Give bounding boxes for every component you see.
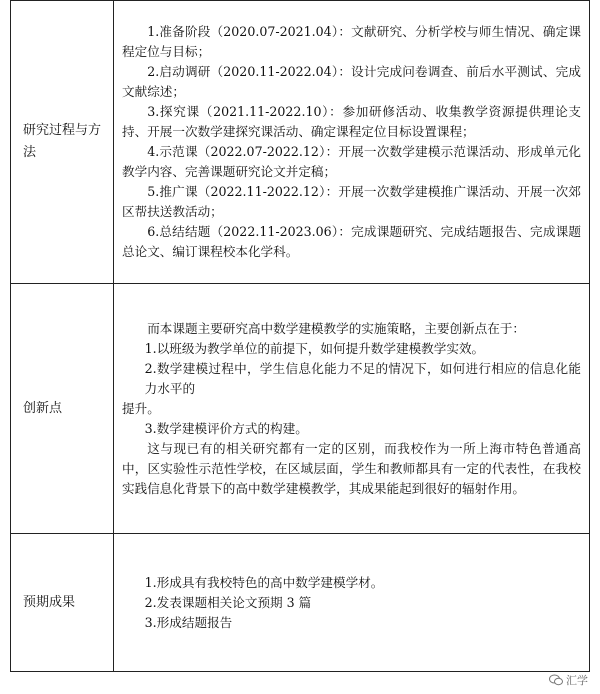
content-innovation bbox=[114, 284, 590, 534]
innovation-closing: 这与现已有的相关研究都有一定的区别，而我校作为一所上海市特色普通高中，区实验性示范性学校，在区域层面，学生和教师都具有一定的代表性，在我校实践信息化背景下的高中数学建模教学，其成果能起到很好的辐射作用。 bbox=[122, 440, 581, 496]
innovation-item-1: 1.以班级为教学单位的前提下，如何提升数学建模教学实效。 bbox=[144, 340, 485, 356]
process-step-6: 6.总结结题（2022.11-2023.06）：完成课题研究、完成结题报告、完成课题总论文、编订课程校本化学科。 bbox=[122, 224, 581, 259]
outcome-item-2: 2.发表课题相关论文预期 3 篇 bbox=[144, 594, 312, 610]
innovation-item-2: 2.数学建模过程中，学生信息化能力不足的情况下，如何进行相应的信息化能力水平的 bbox=[144, 360, 581, 396]
process-step-5: 5.推广课（2022.11-2022.12）：开展一次数学建模推广课活动、开展一次郊区帮扶送教活动； bbox=[122, 184, 581, 219]
innovation-item-3: 3.数学建模评价方式的构建。 bbox=[144, 420, 308, 436]
innovation-item-2-cont: 提升。 bbox=[122, 400, 160, 416]
label-innovation: 创新点 bbox=[11, 284, 114, 534]
table-row-process bbox=[11, 1, 590, 284]
process-step-4: 4.示范课（2022.07-2022.12）：开展一次数学建模示范课活动、形成单元化教学内容、完善课题研究论文并定稿； bbox=[122, 144, 581, 179]
table-row-outcomes bbox=[11, 534, 590, 672]
process-step-1: 1.准备阶段（2020.07-2021.04）：文献研究、分析学校与师生情况、确定课程定位与目标； bbox=[122, 24, 581, 59]
watermark-text: 汇学 bbox=[566, 674, 588, 687]
wechat-icon bbox=[549, 674, 563, 686]
content-outcomes bbox=[114, 534, 590, 672]
innovation-intro: 而本课题主要研究高中数学建模教学的实施策略，主要创新点在于： bbox=[147, 320, 525, 336]
outcome-item-1: 1.形成具有我校特色的高中数学建模学材。 bbox=[144, 574, 384, 590]
research-table bbox=[10, 0, 590, 672]
outcome-item-3: 3.形成结题报告 bbox=[144, 614, 233, 630]
table-row-innovation bbox=[11, 284, 590, 534]
label-process: 研究过程与方法 bbox=[11, 1, 114, 284]
content-process bbox=[114, 1, 590, 284]
label-outcomes: 预期成果 bbox=[11, 534, 114, 672]
process-step-2: 2.启动调研（2020.11-2022.04）：设计完成问卷调查、前后水平测试、完成文献综述； bbox=[122, 64, 581, 99]
watermark bbox=[549, 672, 588, 688]
process-step-3: 3.探究课（2021.11-2022.10）：参加研修活动、收集教学资源提供理论支持、开展一次数学建探究课活动、确定课程定位目标设置课程； bbox=[122, 104, 581, 139]
